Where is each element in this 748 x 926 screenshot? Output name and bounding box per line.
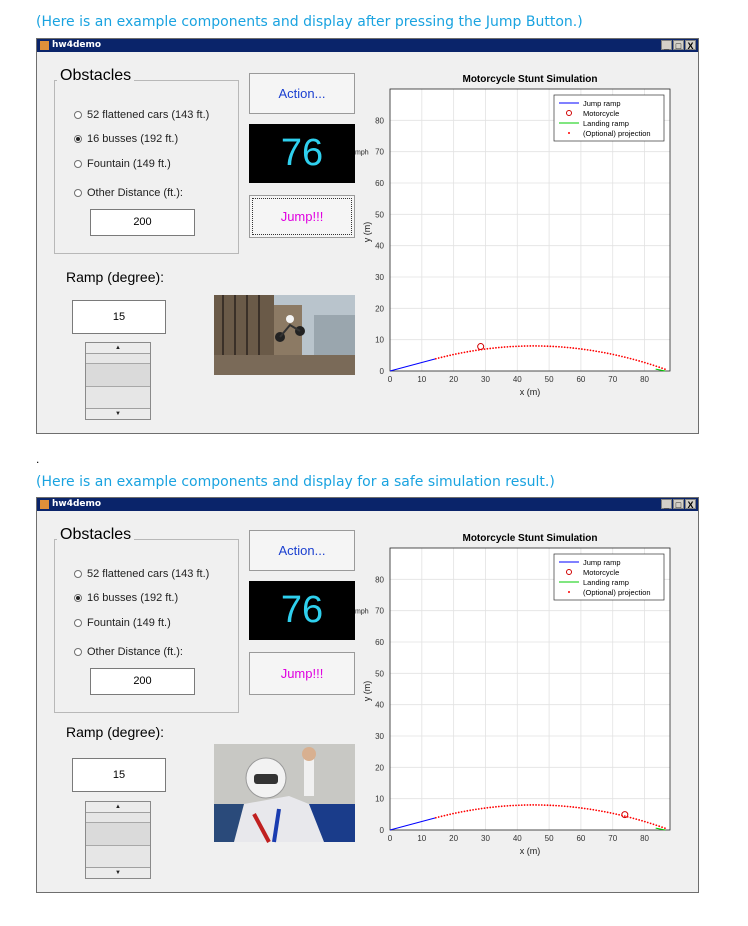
radio-52-cars[interactable] xyxy=(74,568,209,580)
y-tick-label: 10 xyxy=(375,794,384,804)
radio-label: 16 busses (192 ft.) xyxy=(87,133,179,145)
projection-point xyxy=(612,354,614,356)
projection-point xyxy=(610,812,612,814)
y-tick-label: 70 xyxy=(375,147,384,157)
projection-point xyxy=(615,354,617,356)
x-tick-label: 50 xyxy=(544,834,554,843)
projection-point xyxy=(478,808,480,810)
projection-point xyxy=(627,357,629,359)
radio-selected-icon xyxy=(74,594,82,602)
projection-point xyxy=(452,354,454,356)
x-tick-label: 30 xyxy=(481,834,490,843)
projection-point xyxy=(607,352,609,354)
projection-point xyxy=(644,821,646,823)
projection-point xyxy=(489,807,491,809)
slider-thumb[interactable] xyxy=(86,363,150,387)
projection-point xyxy=(484,807,486,809)
legend-entry: Landing ramp xyxy=(583,578,629,587)
projection-point xyxy=(610,353,612,355)
projection-point xyxy=(538,345,540,347)
projection-point xyxy=(658,366,660,368)
projection-point xyxy=(521,804,523,806)
x-tick-label: 80 xyxy=(640,834,649,843)
projection-point xyxy=(572,806,574,808)
y-tick-label: 0 xyxy=(379,826,384,835)
projection-point xyxy=(615,813,617,815)
projection-point xyxy=(492,806,494,808)
projection-point xyxy=(438,816,440,818)
projection-point xyxy=(607,811,609,813)
close-button[interactable]: X xyxy=(685,499,696,509)
projection-point xyxy=(661,826,663,828)
projection-point xyxy=(544,804,546,806)
projection-point xyxy=(515,345,517,347)
y-tick-label: 20 xyxy=(375,304,384,314)
maximize-button[interactable]: □ xyxy=(673,499,684,509)
chart-title: Motorcycle Stunt Simulation xyxy=(462,74,598,85)
projection-point xyxy=(512,346,514,348)
projection-point xyxy=(633,817,635,819)
projection-point xyxy=(647,363,649,365)
legend-entry: Motorcycle xyxy=(583,568,620,577)
projection-point xyxy=(446,355,448,357)
projection-point xyxy=(575,806,577,808)
projection-point xyxy=(624,356,626,358)
matlab-app-icon xyxy=(40,41,49,50)
projection-point xyxy=(461,352,463,354)
projection-point xyxy=(549,345,551,347)
y-tick-label: 70 xyxy=(375,606,384,616)
y-axis-label: y (m) xyxy=(362,680,372,702)
y-tick-label: 80 xyxy=(375,116,384,126)
projection-point xyxy=(532,345,534,347)
legend-swatch xyxy=(568,591,570,593)
projection-point xyxy=(590,349,592,351)
x-tick-label: 10 xyxy=(417,834,427,843)
projection-point xyxy=(458,812,460,814)
projection-point xyxy=(612,813,614,815)
projection-point xyxy=(584,349,586,351)
projection-point xyxy=(564,346,566,348)
y-tick-label: 50 xyxy=(375,210,384,220)
y-tick-label: 40 xyxy=(375,700,384,710)
projection-point xyxy=(555,346,557,348)
projection-point xyxy=(544,345,546,347)
x-tick-label: 60 xyxy=(576,375,586,384)
projection-point xyxy=(455,353,457,355)
projection-point xyxy=(492,347,494,349)
projection-point xyxy=(584,808,586,810)
projection-point xyxy=(475,349,477,351)
projection-point xyxy=(635,818,637,820)
projection-point xyxy=(572,347,574,349)
x-tick-label: 60 xyxy=(576,834,586,843)
projection-point xyxy=(538,804,540,806)
projection-point xyxy=(552,805,554,807)
slider-down-arrow[interactable]: ▼ xyxy=(86,867,150,878)
projection-point xyxy=(621,815,623,817)
projection-point xyxy=(638,819,640,821)
projection-point xyxy=(635,359,637,361)
projection-point xyxy=(558,805,560,807)
projection-point xyxy=(495,347,497,349)
legend-swatch xyxy=(568,132,570,134)
projection-point xyxy=(441,815,443,817)
ramp-slider[interactable] xyxy=(85,801,151,879)
projection-point xyxy=(504,805,506,807)
projection-point xyxy=(641,820,643,822)
y-tick-label: 40 xyxy=(375,241,384,251)
caption-bottom: (Here is an example components and display for a safe simulation result.) xyxy=(36,474,555,490)
x-tick-label: 70 xyxy=(608,375,618,384)
close-button[interactable]: X xyxy=(685,40,696,50)
slider-thumb[interactable] xyxy=(86,822,150,846)
projection-point xyxy=(653,364,655,366)
projection-point xyxy=(601,810,603,812)
window-title: hw4demo xyxy=(52,40,102,50)
projection-point xyxy=(595,809,597,811)
projection-point xyxy=(481,349,483,351)
y-tick-label: 80 xyxy=(375,575,384,585)
projection-point xyxy=(592,809,594,811)
app-window-jump xyxy=(36,38,699,434)
projection-point xyxy=(549,804,551,806)
minimize-button[interactable]: _ xyxy=(661,40,672,50)
y-tick-label: 30 xyxy=(375,732,384,741)
chart-title: Motorcycle Stunt Simulation xyxy=(462,533,598,544)
projection-point xyxy=(547,804,549,806)
app-window-safe xyxy=(36,497,699,893)
projection-point xyxy=(601,351,603,353)
projection-point xyxy=(449,813,451,815)
projection-point xyxy=(661,367,663,369)
slider-down-arrow[interactable]: ▼ xyxy=(86,408,150,419)
projection-point xyxy=(444,815,446,817)
slider-up-arrow[interactable]: ▲ xyxy=(86,802,150,813)
y-tick-label: 60 xyxy=(375,179,384,188)
projection-point xyxy=(535,345,537,347)
projection-point xyxy=(461,811,463,813)
legend-entry: (Optional) projection xyxy=(583,129,651,138)
projection-point xyxy=(527,345,529,347)
radio-label: 52 flattened cars (143 ft.) xyxy=(87,109,210,121)
projection-point xyxy=(653,823,655,825)
caption-top: (Here is an example components and display after pressing the Jump Button.) xyxy=(36,14,583,30)
speed-unit-label: mph xyxy=(355,608,369,616)
projection-point xyxy=(478,349,480,351)
legend-entry: Landing ramp xyxy=(583,119,629,128)
projection-point xyxy=(489,348,491,350)
radio-button-icon xyxy=(74,570,82,578)
radio-16-busses[interactable] xyxy=(74,133,178,145)
projection-point xyxy=(581,807,583,809)
x-tick-label: 70 xyxy=(608,834,618,843)
x-axis-label: x (m) xyxy=(519,387,541,397)
speed-display: 76 xyxy=(249,124,355,183)
trajectory-plot xyxy=(357,523,697,863)
projection-point xyxy=(664,827,666,829)
other-distance-input[interactable]: 200 xyxy=(90,668,195,695)
y-tick-label: 10 xyxy=(375,335,384,345)
projection-point xyxy=(547,345,549,347)
y-axis-label: y (m) xyxy=(362,221,372,243)
projection-point xyxy=(650,822,652,824)
projection-point xyxy=(509,346,511,348)
projection-point xyxy=(650,363,652,365)
projection-point xyxy=(498,806,500,808)
radio-button-icon xyxy=(74,189,82,197)
ramp-degree-input[interactable]: 15 xyxy=(72,300,166,334)
projection-point xyxy=(524,804,526,806)
projection-point xyxy=(435,817,437,819)
projection-point xyxy=(578,807,580,809)
radio-other-distance[interactable] xyxy=(74,646,183,658)
radio-label: Fountain (149 ft.) xyxy=(87,158,171,170)
ramp-label: Ramp (degree): xyxy=(66,269,165,285)
x-axis-label: x (m) xyxy=(519,846,541,856)
projection-point xyxy=(561,346,563,348)
projection-point xyxy=(627,816,629,818)
projection-point xyxy=(529,804,531,806)
projection-point xyxy=(664,368,666,370)
projection-point xyxy=(567,806,569,808)
legend-entry: (Optional) projection xyxy=(583,588,651,597)
matlab-app-icon xyxy=(40,500,49,509)
projection-point xyxy=(455,812,457,814)
obstacles-title: Obstacles xyxy=(57,526,134,544)
legend-entry: Motorcycle xyxy=(583,109,620,118)
projection-point xyxy=(495,806,497,808)
projection-point xyxy=(469,809,471,811)
x-tick-label: 40 xyxy=(512,375,522,384)
projection-point xyxy=(604,352,606,354)
speed-unit-label: mph xyxy=(355,149,369,157)
projection-point xyxy=(524,345,526,347)
projection-point xyxy=(641,361,643,363)
stunt-photo-jump xyxy=(214,295,355,375)
x-tick-label: 20 xyxy=(449,375,459,384)
projection-point xyxy=(658,825,660,827)
projection-point xyxy=(518,804,520,806)
projection-point xyxy=(435,358,437,360)
projection-point xyxy=(466,351,468,353)
projection-point xyxy=(512,805,514,807)
y-tick-label: 30 xyxy=(375,273,384,282)
projection-point xyxy=(515,804,517,806)
projection-point xyxy=(575,347,577,349)
projection-point xyxy=(535,804,537,806)
projection-point xyxy=(630,358,632,360)
radio-button-icon xyxy=(74,619,82,627)
projection-point xyxy=(444,356,446,358)
x-tick-label: 10 xyxy=(417,375,427,384)
radio-label: Other Distance (ft.): xyxy=(87,187,183,199)
projection-point xyxy=(578,348,580,350)
y-tick-label: 60 xyxy=(375,638,384,647)
ramp-degree-input[interactable]: 15 xyxy=(72,758,166,792)
x-tick-label: 50 xyxy=(544,375,554,384)
minimize-button[interactable]: _ xyxy=(661,499,672,509)
projection-point xyxy=(555,805,557,807)
x-tick-label: 80 xyxy=(640,375,649,384)
radio-button-icon xyxy=(74,648,82,656)
radio-label: Fountain (149 ft.) xyxy=(87,617,171,629)
projection-point xyxy=(518,345,520,347)
projection-point xyxy=(484,348,486,350)
projection-point xyxy=(581,348,583,350)
projection-point xyxy=(618,814,620,816)
projection-point xyxy=(604,811,606,813)
projection-point xyxy=(507,346,509,348)
obstacles-title: Obstacles xyxy=(57,67,134,85)
projection-point xyxy=(441,356,443,358)
projection-point xyxy=(475,808,477,810)
projection-point xyxy=(618,355,620,357)
projection-point xyxy=(486,807,488,809)
radio-52-cars[interactable] xyxy=(74,109,209,121)
legend-entry: Jump ramp xyxy=(583,99,621,108)
projection-point xyxy=(529,345,531,347)
radio-fountain[interactable] xyxy=(74,158,171,170)
projection-point xyxy=(633,358,635,360)
window-title: hw4demo xyxy=(52,499,102,509)
radio-selected-icon xyxy=(74,135,82,143)
projection-point xyxy=(638,360,640,362)
projection-point xyxy=(592,350,594,352)
legend-entry: Jump ramp xyxy=(583,558,621,567)
projection-point xyxy=(655,365,657,367)
separator-dot: . xyxy=(36,452,40,466)
projection-point xyxy=(504,346,506,348)
projection-point xyxy=(598,351,600,353)
projection-point xyxy=(587,349,589,351)
radio-label: 16 busses (192 ft.) xyxy=(87,592,179,604)
projection-point xyxy=(464,351,466,353)
jump-button[interactable]: Jump!!! xyxy=(249,195,355,238)
projection-point xyxy=(567,347,569,349)
projection-point xyxy=(624,815,626,817)
projection-point xyxy=(570,347,572,349)
radio-fountain[interactable] xyxy=(74,617,171,629)
projection-point xyxy=(464,810,466,812)
stunt-photo-rider xyxy=(214,744,355,842)
other-distance-input[interactable]: 200 xyxy=(90,209,195,236)
projection-point xyxy=(472,809,474,811)
projection-point xyxy=(590,808,592,810)
projection-point xyxy=(558,346,560,348)
projection-point xyxy=(509,805,511,807)
x-tick-label: 20 xyxy=(449,834,459,843)
projection-point xyxy=(449,354,451,356)
y-tick-label: 50 xyxy=(375,669,384,679)
x-tick-label: 0 xyxy=(387,834,393,843)
x-tick-label: 30 xyxy=(481,375,490,384)
action-button[interactable]: Action... xyxy=(249,530,355,571)
projection-point xyxy=(552,346,554,348)
projection-point xyxy=(644,362,646,364)
projection-point xyxy=(564,805,566,807)
projection-point xyxy=(521,345,523,347)
y-tick-label: 20 xyxy=(375,763,384,773)
title-bar xyxy=(37,39,698,52)
slider-up-arrow[interactable]: ▲ xyxy=(86,343,150,354)
projection-point xyxy=(498,347,500,349)
action-button[interactable]: Action... xyxy=(249,73,355,114)
projection-point xyxy=(481,808,483,810)
radio-label: 52 flattened cars (143 ft.) xyxy=(87,568,210,580)
projection-point xyxy=(541,804,543,806)
projection-point xyxy=(446,814,448,816)
projection-point xyxy=(598,810,600,812)
y-tick-label: 0 xyxy=(379,367,384,376)
projection-point xyxy=(595,350,597,352)
maximize-button[interactable]: □ xyxy=(673,40,684,50)
radio-button-icon xyxy=(74,160,82,168)
projection-point xyxy=(501,805,503,807)
projection-point xyxy=(452,813,454,815)
projection-point xyxy=(527,804,529,806)
projection-point xyxy=(507,805,509,807)
radio-label: Other Distance (ft.): xyxy=(87,646,183,658)
title-bar xyxy=(37,498,698,511)
projection-point xyxy=(541,345,543,347)
x-tick-label: 40 xyxy=(512,834,522,843)
projection-point xyxy=(438,357,440,359)
speed-display: 76 xyxy=(249,581,355,640)
projection-point xyxy=(630,817,632,819)
trajectory-plot xyxy=(357,64,697,404)
projection-point xyxy=(570,806,572,808)
projection-point xyxy=(469,350,471,352)
projection-point xyxy=(561,805,563,807)
projection-point xyxy=(486,348,488,350)
radio-button-icon xyxy=(74,111,82,119)
ramp-label: Ramp (degree): xyxy=(66,724,165,740)
ramp-slider[interactable] xyxy=(85,342,151,420)
projection-point xyxy=(621,356,623,358)
projection-point xyxy=(466,810,468,812)
jump-button[interactable]: Jump!!! xyxy=(249,652,355,695)
projection-point xyxy=(647,822,649,824)
projection-point xyxy=(655,824,657,826)
projection-point xyxy=(587,808,589,810)
projection-point xyxy=(472,350,474,352)
projection-point xyxy=(458,353,460,355)
radio-16-busses[interactable] xyxy=(74,592,178,604)
projection-point xyxy=(501,346,503,348)
x-tick-label: 0 xyxy=(387,375,393,384)
radio-other-distance[interactable] xyxy=(74,187,183,199)
projection-point xyxy=(532,804,534,806)
